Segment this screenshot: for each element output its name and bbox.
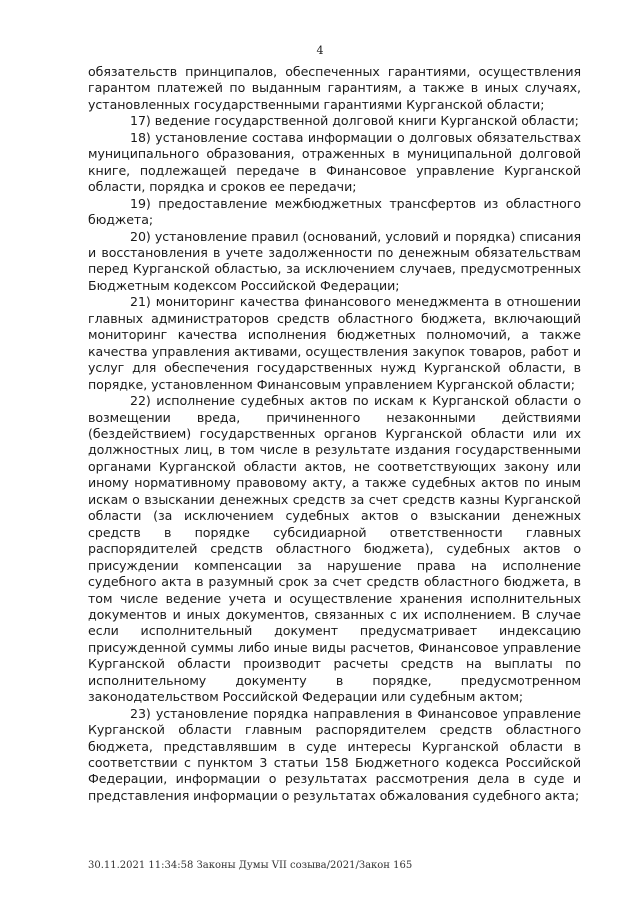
document-body <box>88 64 581 804</box>
paragraph-item-20: 20) установление правил (оснований, условий и порядка) списания и восстановления в учете задолженности по денежным обязательствам перед Курганской областью, за исключением случаев, предусмотренных Бюджетным кодексом Российской Федерации; <box>88 228 581 293</box>
paragraph-item-23: 23) установление порядка направления в Финансовое управление Курганской области главным распорядителем средств областного бюджета, представлявшим в суде интересы Курганской области в соответствии с пунктом 3 статьи 158 Бюджетного кодекса Российской Федерации, информации о результатах рассмотрения дела в суде и представления информации о результатах обжалования судебного акта; <box>88 705 581 803</box>
paragraph-item-21: 21) мониторинг качества финансового менеджмента в отношении главных администраторов средств областного бюджета, включающий мониторинг качества исполнения бюджетных полномочий, а также качества управления активами, осуществления закупок товаров, работ и услуг для обеспечения государственных нужд Курганской области, в порядке, установленном Финансовым управлением Курганской области; <box>88 294 581 392</box>
paragraph-item-18: 18) установление состава информации о долговых обязательствах муниципального образования, отраженных в муниципальной долговой книге, подлежащей передаче в Финансовое управление Курганской области, порядка и сроков ее передачи; <box>88 129 581 195</box>
paragraph-item-17: 17) ведение государственной долговой книги Курганской области; <box>130 113 579 129</box>
paragraph-item-22: 22) исполнение судебных актов по искам к Курганской области о возмещении вреда, причиненного незаконными действиями (бездействием) государственных органов Курганской области или их должностных лиц, в том числе в результате издания государственными органами Курганской области актов, не соответствующих закону или иному нормативному правовому акту, а также судебных актов по иным искам о взыскании денежных средств за счет средств казны Курганской области (за исключением судебных актов о взыскании денежных средств в порядке субсидиарной ответственности главных распорядителей средств областного бюджета), судебных актов о присуждении компенсации за нарушение права на исполнение судебного акта в разумный срок за счет средств областного бюджета, в том числе ведение учета и осуществление хранения исполнительных документов и иных документов, связанных с их исполнением. В случае если исполнительный документ предусматривает индексацию присужденной суммы либо иные виды расчетов, Финансовое управление Курганской области производит расчеты средств на выплаты по исполнительному документу в порядке, предусмотренном законодательством Российской Федерации или судебным актом; <box>88 393 581 705</box>
paragraph-continuation: обязательств принципалов, обеспеченных гарантиями, осуществления гарантом платежей по выданным гарантиям, а также в иных случаях, установленных государственными гарантиями Курганской области; <box>88 64 581 112</box>
paragraph-item-19: 19) предоставление межбюджетных трансфертов из областного бюджета; <box>88 195 581 228</box>
page-number: 4 <box>316 44 324 57</box>
document-footer: 30.11.2021 11:34:58 Законы Думы VII созыва/2021/Закон 165 <box>88 860 413 871</box>
